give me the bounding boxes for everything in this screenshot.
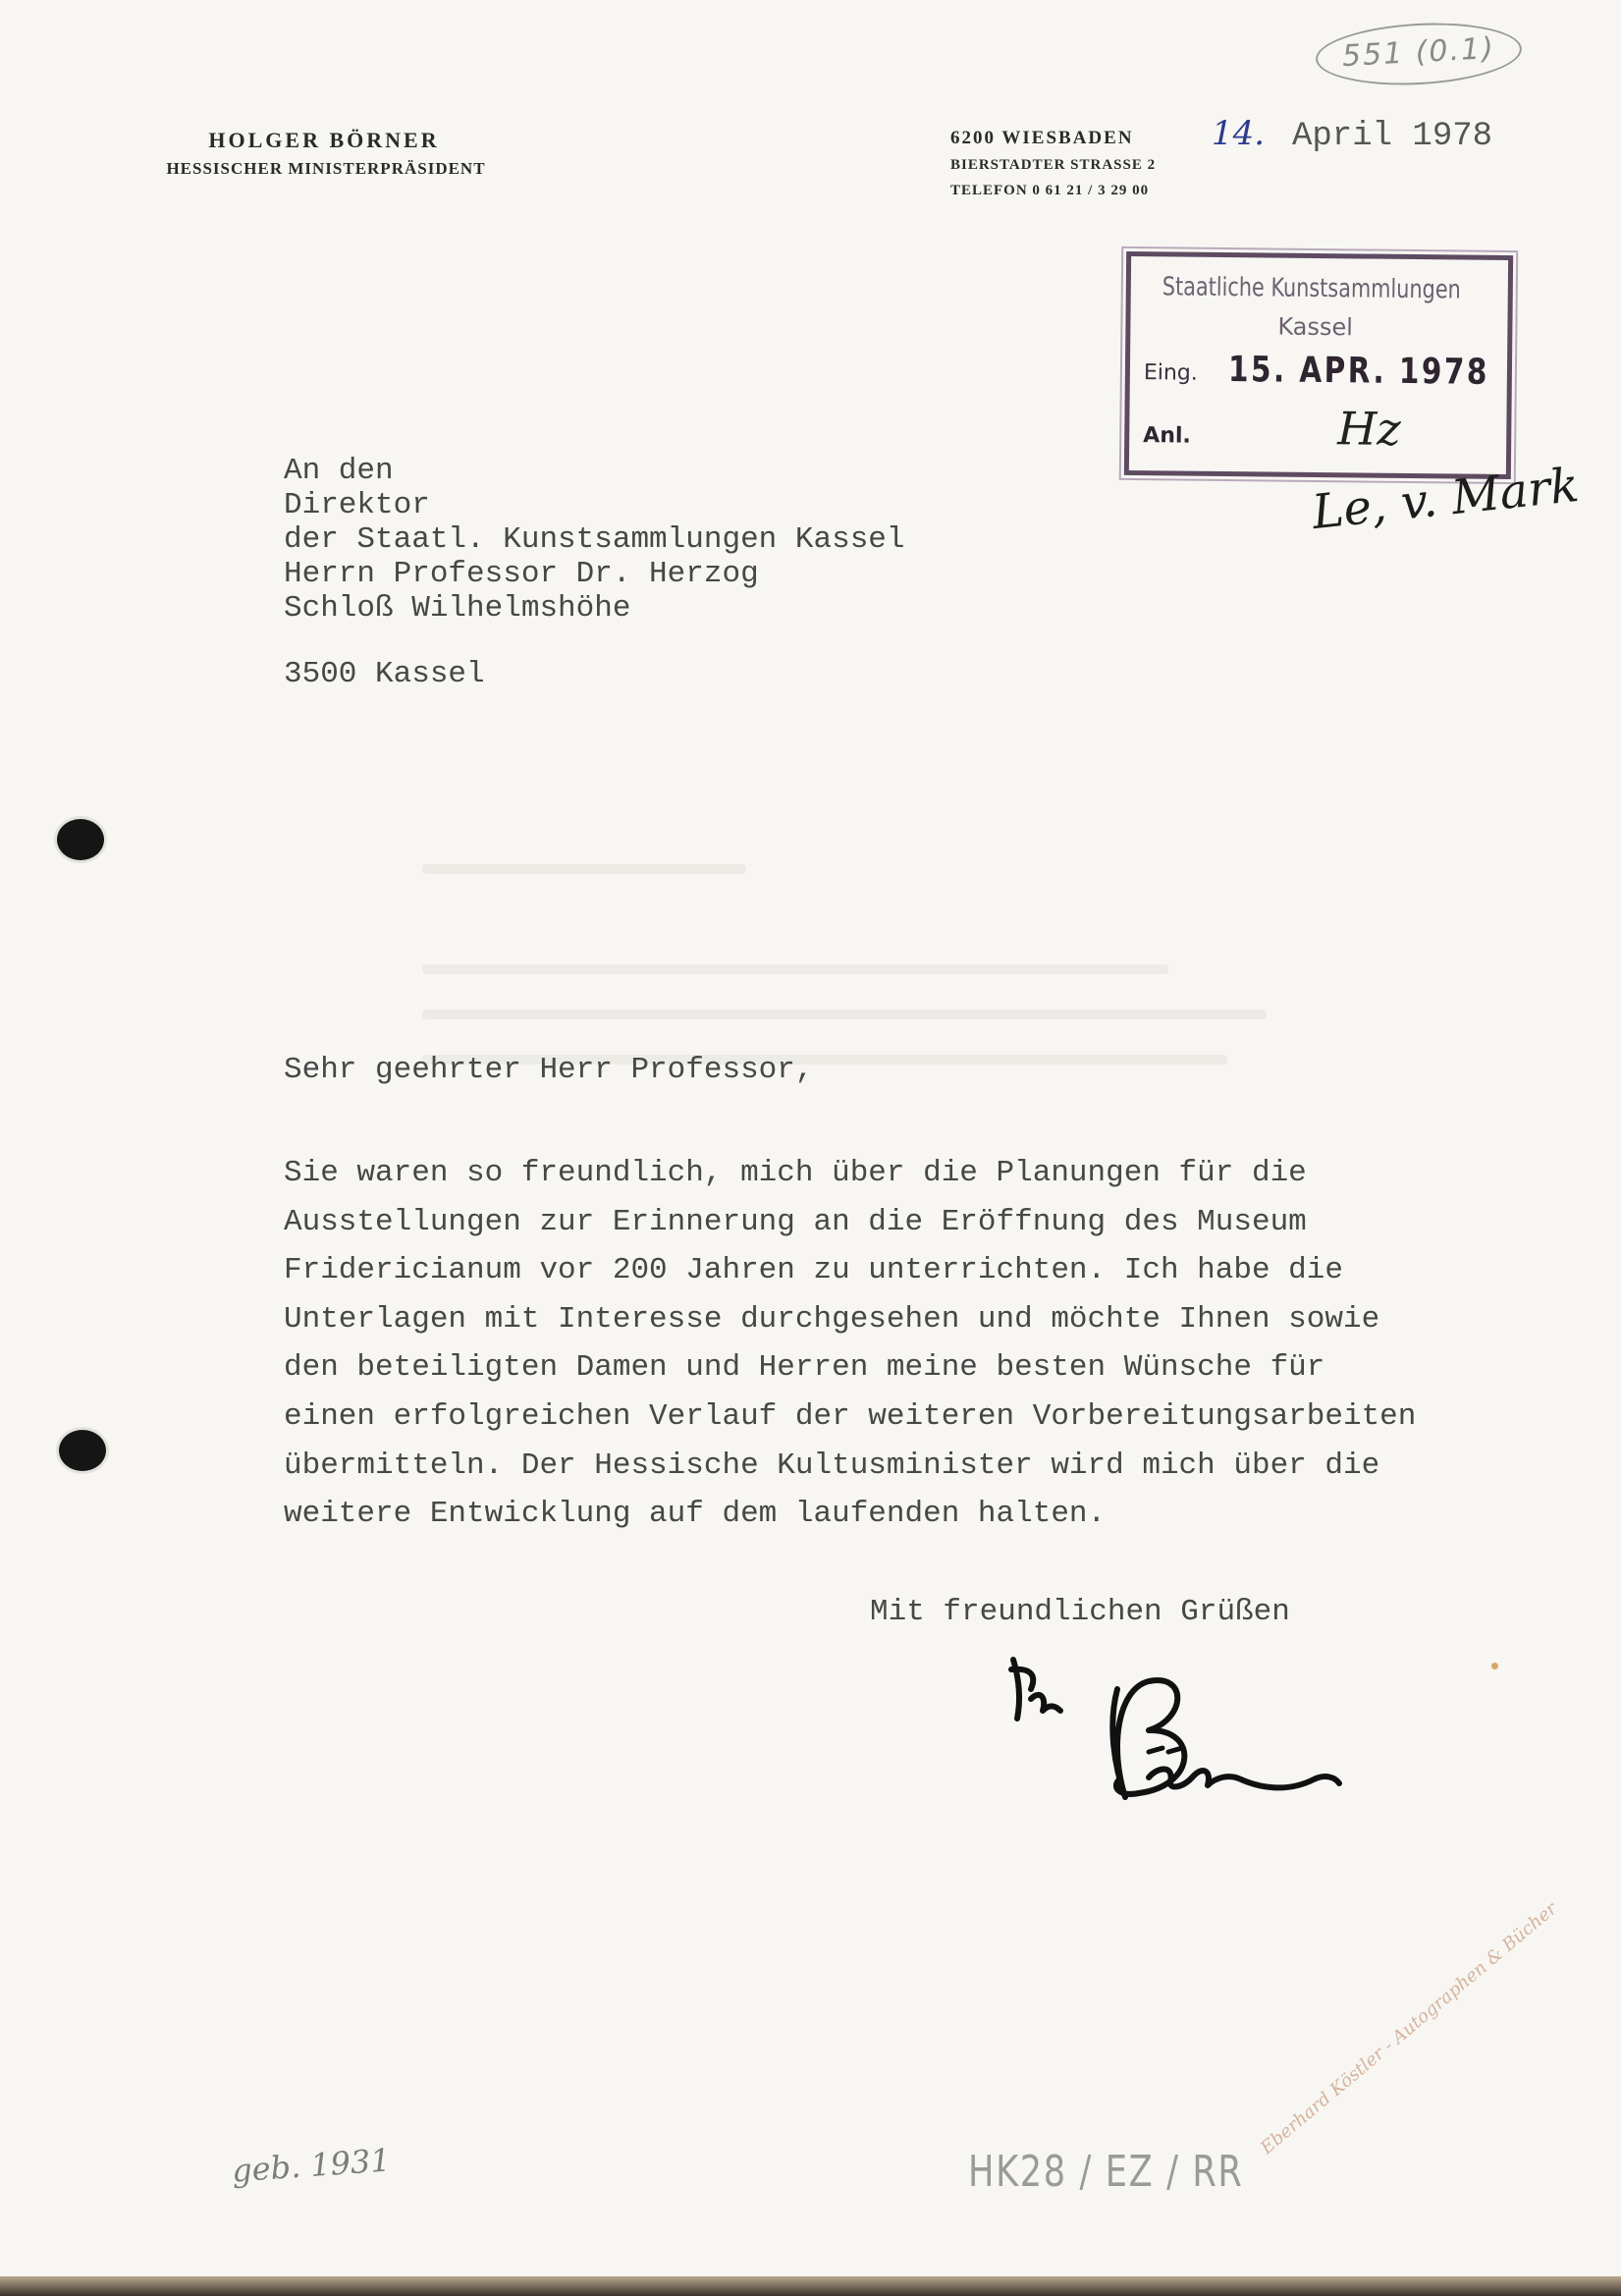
body-line: Ausstellungen zur Erinnerung an die Eröffnung des Museum [284, 1204, 1307, 1239]
letter-body [284, 1149, 1416, 1539]
body-line: Unterlagen mit Interesse durchgesehen und möchte Ihnen sowie [284, 1301, 1380, 1337]
show-through-line [422, 1010, 1267, 1019]
archive-mark [1315, 19, 1524, 90]
show-through-line [422, 864, 746, 874]
letterhead-title: HESSISCHER MINISTERPRÄSIDENT [166, 159, 486, 178]
footer-birth-note: geb. 1931 [230, 2141, 392, 2190]
recipient-address [284, 454, 905, 626]
stamp-enclosures-label: Anl. [1143, 423, 1191, 449]
body-line: Sie waren so freundlich, mich über die Planungen für die [284, 1156, 1307, 1190]
recipient-line: der Staatl. Kunstsammlungen Kassel [284, 522, 905, 557]
punch-hole [57, 819, 104, 860]
footer-reference: HK28 / EZ / RR [968, 2147, 1244, 2197]
date-typed: April 1978 [1292, 118, 1493, 155]
address-city: 6200 WIESBADEN [950, 128, 1134, 148]
dealer-watermark: Eberhard Köstler - Autographen & Bücher [1257, 1898, 1561, 2159]
address-street: BIERSTADTER STRASSE 2 [950, 157, 1157, 173]
archive-mark-text: 551 (0.1) [1341, 30, 1496, 75]
stamp-received-label: Eing. [1143, 360, 1198, 386]
address-phone: TELEFON 0 61 21 / 3 29 00 [950, 183, 1150, 198]
stamp-city: Kassel [1277, 312, 1354, 342]
stamp-organization: Staatliche Kunstsammlungen [1162, 272, 1461, 305]
salutation: Sehr geehrter Herr Professor, [284, 1053, 814, 1087]
stamp-received-date: 15. APR. 1978 [1227, 350, 1490, 393]
recipient-line: Schloß Wilhelmshöhe [284, 591, 631, 626]
received-stamp [1124, 251, 1513, 479]
body-line: übermitteln. Der Hessische Kultusminister wird mich über die [284, 1448, 1380, 1483]
body-line: einen erfolgreichen Verlauf der weiteren Vorbereitungsarbeiten [284, 1398, 1417, 1434]
recipient-city: 3500 Kassel [284, 657, 485, 691]
date-handwritten-day: 14. [1212, 114, 1266, 153]
letterhead-name: HOLGER BÖRNER [208, 128, 440, 152]
stamp-initials: Hz [1337, 402, 1401, 456]
handwritten-annotation: Le, v. Mark [1309, 457, 1582, 541]
body-line: weitere Entwicklung auf dem laufenden halten. [284, 1497, 1107, 1532]
recipient-line: Herrn Professor Dr. Herzog [284, 557, 759, 591]
recipient-line: Direktor [284, 488, 430, 522]
recipient-line: An den [284, 454, 394, 488]
body-line: den beteiligten Damen und Herren meine besten Wünsche für [284, 1350, 1325, 1386]
closing: Mit freundlichen Grüßen [870, 1595, 1290, 1629]
signature [1001, 1650, 1355, 1827]
show-through-line [422, 964, 1168, 974]
paper-speck [1491, 1663, 1498, 1669]
body-line: Fridericianum vor 200 Jahren zu unterrichten. Ich habe die [284, 1253, 1343, 1288]
punch-hole [59, 1430, 106, 1471]
page-bottom-edge [0, 2276, 1621, 2296]
